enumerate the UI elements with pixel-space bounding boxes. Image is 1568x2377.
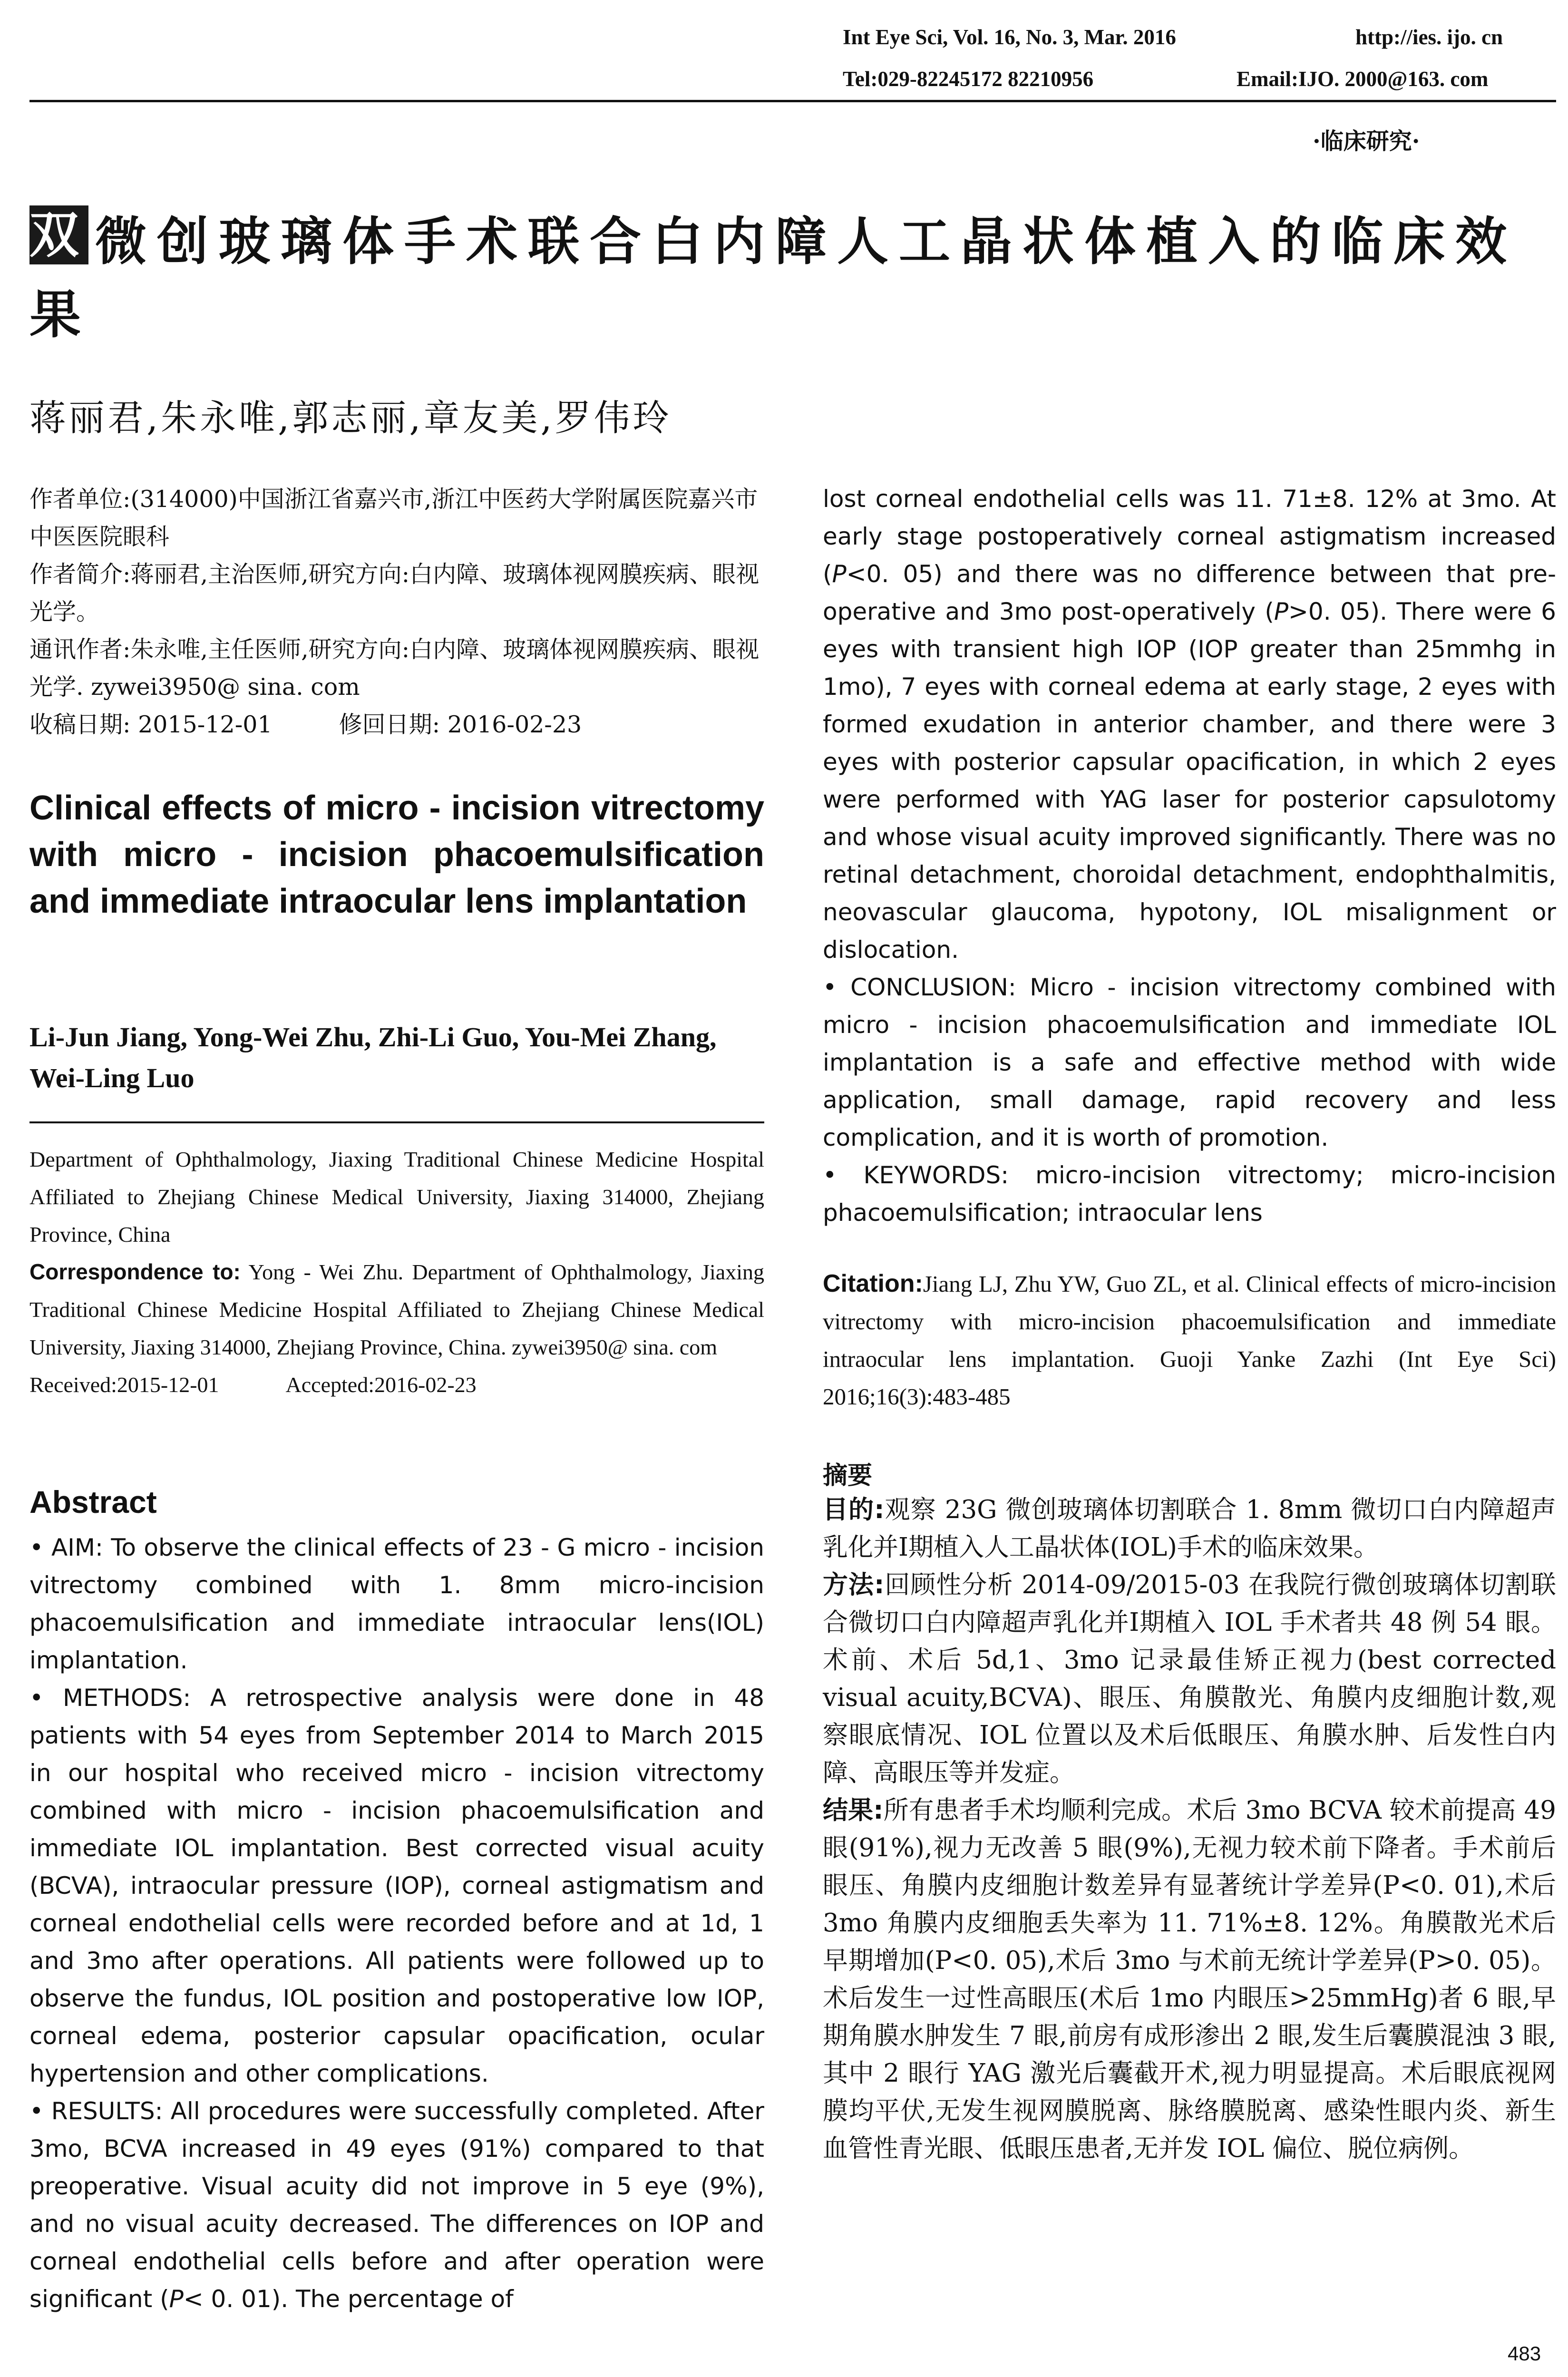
abstract-results-part1: • RESULTS: All procedures were successfully completed. After 3mo, BCVA increased in 49 eyes (91%) compared to that preoperative. Visual acuity did not improve in 5 eye (9%), and no visual acuity decreased. The differences on IOP and corneal endothelial cells before and after operation were significant (P< 0. 01). The percentage of xyxy=(29,2097,764,2313)
dates-cn xyxy=(29,706,764,743)
zh-results: 结果:所有患者手术均顺利完成。术后 3mo BCVA 较术前提高 49 眼(91%),视力无改善 5 眼(9%),无视力较术前下降者。手术前后眼压、角膜内皮细胞计数差异有显著统计学差异(P<0. 01),术后 3mo 角膜内皮细胞丢失率为 11. 71%±8. 12%。角膜散光术后早期增加(P<0. 05),术后 3mo 与术前无统计学差异(P>0. 05)。术后发生一过性高眼压(术后 1mo 内眼压>25mmHg)者 6 眼,早期角膜水肿发生 7 眼,前房有成形渗出 2 眼,发生后囊膜混浊 3 眼,其中 2 眼行 YAG 激光后囊截开术,视力明显提高。术后眼底视网膜均平伏,无发生视网膜脱离、脉络膜脱离、感染性眼内炎、新生血管性青光眼、低眼压患者,无并发 IOL 偏位、脱位病例。 xyxy=(823,1796,1556,2163)
zh-abstract-heading: 摘要 xyxy=(823,1461,873,1490)
authors-en: Li-Jun Jiang, Yong-Wei Zhu, Zhi-Li Guo, You-Mei Zhang, Wei-Ling Luo xyxy=(29,1022,717,1093)
authors-rule xyxy=(29,1121,764,1123)
abstract-conclusion: • CONCLUSION: Micro - incision vitrectomy combined with micro - incision phacoemulsification and immediate IOL implantation is a safe and effective method with wide application, small damage, rapid recovery and less complication, and it is worth of promotion. xyxy=(823,974,1556,1151)
page-number: 483 xyxy=(1508,2342,1541,2365)
citation xyxy=(823,1265,1556,1415)
authors-cn: 蒋丽君,朱永唯,郭志丽,章友美,罗伟玲 xyxy=(29,397,672,439)
zh-results-label: 结果: xyxy=(823,1796,884,1825)
author-profile-cn: 作者简介:蒋丽君,主治医师,研究方向:白内障、玻璃体视网膜疾病、眼视光学。 xyxy=(29,561,760,625)
abstract-aim: • AIM: To observe the clinical effects of 23 - G micro - incision vitrectomy combined with 1. 8mm micro-incision phacoemulsification and immediate intraocular lens(IOL) implantation. xyxy=(29,1534,764,1674)
title-cn: 双 微创玻璃体手术联合白内障人工晶状体植入的临床效果 xyxy=(29,206,1518,345)
correspondence-en: Correspondence to: Yong - Wei Zhu. Department of Ophthalmology, Jiaxing Traditional Chinese Medicine Hospital Affiliated to Zhejiang Chinese Medical University, Jiaxing 314000, Zhejiang Province, China. zywei3950@ sina. com xyxy=(29,1259,765,1359)
journal-email[interactable]: Email:IJO. 2000@163. com xyxy=(1237,67,1489,91)
section-label: ·临床研究· xyxy=(1313,128,1420,155)
correspondence-label: Correspondence to: xyxy=(29,1259,241,1284)
journal-citation-header: Int Eye Sci, Vol. 16, No. 3, Mar. 2016 xyxy=(843,25,1176,49)
affiliation-en: Department of Ophthalmology, Jiaxing Traditional Chinese Medicine Hospital Affiliated to Zhejiang Chinese Medical University, Jiaxing 314000, Zhejiang Province, China xyxy=(29,1147,764,1247)
abstract-keywords: • KEYWORDS: micro-incision vitrectomy; micro-incision phacoemulsification; intraocular lens xyxy=(823,1161,1556,1227)
received-date-en: Received:2015-12-01 xyxy=(29,1373,219,1397)
correspondence-cn: 通讯作者:朱永唯,主任医师,研究方向:白内障、玻璃体视网膜疾病、眼视光学. zywei3950@ sina. com xyxy=(29,636,760,701)
en-affiliation-block xyxy=(29,1140,764,1403)
journal-url[interactable]: http://ies. ijo. cn xyxy=(1355,25,1503,49)
revised-date-cn: 修回日期: 2016-02-23 xyxy=(339,711,582,738)
dates-en xyxy=(29,1366,764,1403)
zh-methods-label: 方法: xyxy=(823,1570,885,1599)
abstract-results-part2: lost corneal endothelial cells was 11. 71±8. 12% at 3mo. At early stage postoperatively corneal astigmatism increased (P<0. 05) and there was no difference between that pre-operative and 3mo post-operatively (P>0. 05). There were 6 eyes with transient high IOP (IOP greater than 25mmhg in 1mo), 7 eyes with corneal edema at early stage, 2 eyes with formed exudation in anterior chamber, and there were 3 eyes with posterior capsular opacification, in which 2 eyes were performed with YAG laser for posterior capsulotomy and whose visual acuity improved significantly. There was no retinal detachment, choroidal detachment, endophthalmitis, neovascular glaucoma, hypotony, IOL misalignment or dislocation. xyxy=(823,485,1556,964)
citation-label: Citation: xyxy=(823,1270,923,1297)
abstract-right xyxy=(823,480,1556,1232)
zh-abstract xyxy=(823,1491,1556,2167)
affiliation-cn: 作者单位:(314000)中国浙江省嘉兴市,浙江中医药大学附属医院嘉兴市中医医院眼科 xyxy=(29,486,758,550)
journal-tel: Tel:029-82245172 82210956 xyxy=(843,67,1094,91)
accepted-date-en: Accepted:2016-02-23 xyxy=(285,1373,477,1397)
citation-text: Jiang LJ, Zhu YW, Guo ZL, et al. Clinical effects of micro-incision vitrectomy with micro-incision phacoemulsification and immediate intraocular lens implantation. Guoji Yanke Zazhi (Int Eye Sci) 2016;16(3):483-485 xyxy=(823,1271,1556,1410)
left-cn-info xyxy=(29,480,764,743)
abstract-left xyxy=(29,1529,764,2318)
title-en: Clinical effects of micro - incision vitrectomy with micro - incision phacoemulsification and immediate intraocular lens implantation xyxy=(29,789,764,920)
received-date-cn: 收稿日期: 2015-12-01 xyxy=(29,711,273,738)
zh-aim-label: 目的: xyxy=(823,1495,885,1524)
zh-aim: 目的:观察 23G 微创玻璃体切割联合 1. 8mm 微切口白内障超声乳化并Ⅰ期植入人工晶状体(IOL)手术的临床效果。 xyxy=(823,1495,1556,1562)
header-rule xyxy=(29,100,1556,102)
abstract-heading: Abstract xyxy=(29,1484,157,1520)
title-badge: 双 xyxy=(29,206,90,264)
title-block xyxy=(29,205,1556,352)
zh-methods: 方法:回顾性分析 2014-09/2015-03 在我院行微创玻璃体切割联合微切口白内障超声乳化并Ⅰ期植入 IOL 手术者共 48 例 54 眼。术前、术后 5d,1、3mo 记录最佳矫正视力(best corrected visual acuity,BCVA)、眼压、角膜散光、角膜内皮细胞计数,观察眼底情况、IOL 位置以及术后低眼压、角膜水肿、后发性白内障、高眼压等并发症。 xyxy=(823,1570,1556,1787)
abstract-methods: • METHODS: A retrospective analysis were done in 48 patients with 54 eyes from September 2014 to March 2015 in our hospital who received micro - incision vitrectomy combined with micro - incision phacoemulsification and immediate IOL implantation. Best corrected visual acuity (BCVA), intraocular pressure (IOP), corneal astigmatism and corneal endothelial cells were recorded before and at 1d, 1 and 3mo after operations. All patients were followed up to observe the fundus, IOL position and postoperative low IOP, corneal edema, posterior capsular opacification, ocular hypertension and other complications. xyxy=(29,1684,764,2087)
